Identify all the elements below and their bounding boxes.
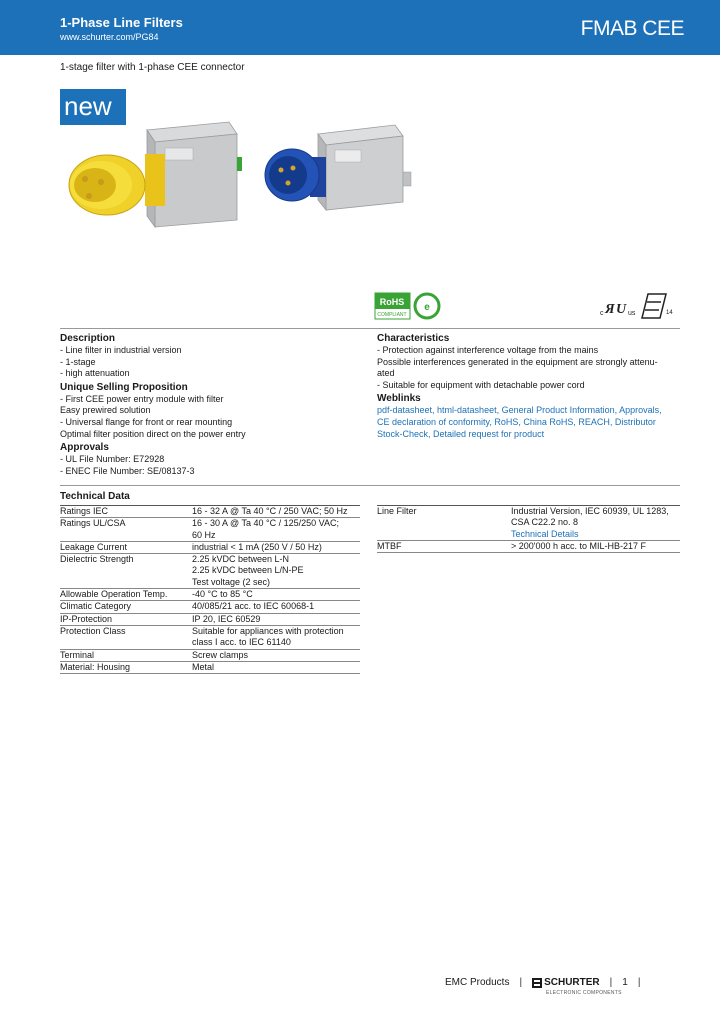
- technical-details-link[interactable]: Technical Details: [511, 528, 579, 539]
- footer-brand: SCHURTER: [544, 977, 600, 988]
- spec-label: Ratings UL/CSA: [60, 518, 126, 529]
- table-row: [60, 662, 360, 674]
- spec-label: MTBF: [377, 540, 402, 551]
- usp-item: Optimal filter position direct on the power entry: [60, 428, 246, 439]
- characteristic-item: Possible interferences generated in the equipment are strongly attenu-: [377, 356, 658, 367]
- spec-value: 2.25 kVDC between L-N: [192, 554, 290, 565]
- description-item: - high attenuation: [60, 368, 130, 379]
- svg-text:Я: Я: [605, 302, 615, 317]
- table-row: [60, 650, 360, 662]
- approval-item: - ENEC File Number: SE/08137-3: [60, 465, 195, 476]
- page-number: 1: [622, 977, 628, 988]
- weblink-line[interactable]: CE declaration of conformity, RoHS, China RoHS, REACH, Distributor: [377, 416, 656, 427]
- page-header: [0, 0, 720, 55]
- product-group-title: 1-Phase Line Filters: [60, 15, 183, 30]
- svg-text:us: us: [628, 310, 636, 317]
- spec-label: Material: Housing: [60, 661, 131, 672]
- footer-tagline: ELECTRONIC COMPONENTS: [546, 990, 622, 996]
- weblink-line[interactable]: Stock-Check, Detailed request for product: [377, 428, 545, 439]
- spec-label: Protection Class: [60, 625, 126, 636]
- spec-label: IP-Protection: [60, 613, 113, 624]
- table-row: [60, 542, 360, 554]
- table-row: [60, 626, 360, 650]
- footer-section: EMC Products: [445, 977, 510, 988]
- certification-marks: [372, 288, 672, 324]
- characteristic-item: - Suitable for equipment with detachable power cord: [377, 379, 585, 390]
- usp-item: Easy prewired solution: [60, 405, 151, 416]
- section-divider: [60, 328, 680, 329]
- schurter-logo-icon: [532, 978, 542, 988]
- weblink-line[interactable]: pdf-datasheet, html-datasheet, General Product Information, Approvals,: [377, 405, 662, 416]
- spec-value: Test voltage (2 sec): [192, 576, 271, 587]
- approvals-heading: Approvals: [60, 442, 109, 454]
- usp-heading: Unique Selling Proposition: [60, 381, 188, 393]
- spec-value: industrial < 1 mA (250 V / 50 Hz): [192, 541, 322, 552]
- technical-data-table-right: [377, 505, 680, 553]
- spec-value: > 200'000 h acc. to MIL-HB-217 F: [511, 540, 647, 551]
- usp-item: - First CEE power entry module with filter: [60, 393, 224, 404]
- characteristics-heading: Characteristics: [377, 333, 450, 344]
- approval-item: - UL File Number: E72928: [60, 454, 165, 465]
- spec-value: CSA C22.2 no. 8: [511, 517, 579, 528]
- rohs-label: RoHS: [379, 297, 405, 307]
- spec-value: 40/085/21 acc. to IEC 60068-1: [192, 601, 315, 612]
- weblinks-heading: Weblinks: [377, 393, 421, 405]
- characteristic-item: - Protection against interference voltage from the mains: [377, 345, 599, 355]
- page-footer: [445, 977, 650, 996]
- right-info-column: [377, 333, 687, 440]
- product-group-url[interactable]: www.schurter.com/PG84: [60, 32, 159, 42]
- product-name: FMAB CEE: [580, 17, 684, 40]
- description-heading: Description: [60, 333, 116, 344]
- spec-label: Ratings IEC: [60, 506, 109, 516]
- spec-label: Allowable Operation Temp.: [60, 589, 168, 600]
- table-row: [377, 506, 680, 541]
- product-subtitle: 1-stage filter with 1-phase CEE connector: [60, 62, 245, 73]
- table-row: [60, 554, 360, 589]
- rohs-compliant-icon: [375, 293, 410, 319]
- technical-data-table-left: [60, 505, 360, 674]
- table-row: [60, 518, 360, 542]
- spec-value: Suitable for appliances with protection: [192, 625, 344, 636]
- spec-value: 2.25 kVDC between L/N-PE: [192, 565, 304, 576]
- spec-label: Leakage Current: [60, 541, 128, 552]
- table-row: [60, 506, 360, 518]
- spec-value: IP 20, IEC 60529: [192, 613, 261, 624]
- product-photos: [55, 112, 435, 232]
- section-divider: [60, 485, 680, 486]
- usp-item: - Universal flange for front or rear mounting: [60, 416, 233, 427]
- spec-value: Industrial Version, IEC 60939, UL 1283,: [511, 506, 669, 516]
- table-row: [377, 541, 680, 553]
- characteristic-item: ated: [377, 368, 395, 379]
- enec-number: 14: [666, 310, 673, 316]
- table-row: [60, 589, 360, 601]
- rohs-compliant-label: COMPLIANT: [377, 312, 407, 318]
- spec-value: Metal: [192, 661, 215, 672]
- spec-value: -40 °C to 85 °C: [192, 589, 253, 600]
- spec-value: Screw clamps: [192, 649, 249, 660]
- table-row: [60, 601, 360, 613]
- spec-value: class I acc. to IEC 61140: [192, 637, 291, 648]
- svg-text:e: e: [424, 302, 430, 313]
- table-row: [60, 614, 360, 626]
- description-item: - Line filter in industrial version: [60, 345, 182, 355]
- footer-separator: |: [609, 977, 613, 988]
- spec-value: 60 Hz: [192, 529, 216, 540]
- blue-cee-filter-image: [265, 125, 411, 210]
- left-info-column: [60, 333, 360, 477]
- enec-icon: [642, 294, 673, 318]
- spec-label: Terminal: [60, 649, 95, 660]
- footer-separator: |: [519, 977, 523, 988]
- svg-text:U: U: [616, 302, 627, 317]
- description-item: - 1-stage: [60, 356, 96, 367]
- yellow-cee-filter-image: [69, 122, 242, 227]
- spec-label: Climatic Category: [60, 601, 132, 612]
- footer-separator: |: [637, 977, 641, 988]
- spec-label: Line Filter: [377, 506, 417, 516]
- new-badge: new: [60, 89, 126, 125]
- spec-value: 16 - 32 A @ Ta 40 °C / 250 VAC; 50 Hz: [192, 506, 348, 516]
- technical-data-heading: Technical Data: [60, 491, 130, 502]
- spec-value: 16 - 30 A @ Ta 40 °C / 125/250 VAC;: [192, 518, 339, 529]
- svg-text:c: c: [600, 310, 604, 317]
- ul-recognized-icon: [600, 302, 636, 317]
- china-rohs-icon: [415, 294, 439, 318]
- spec-label: Dielectric Strength: [60, 554, 134, 565]
